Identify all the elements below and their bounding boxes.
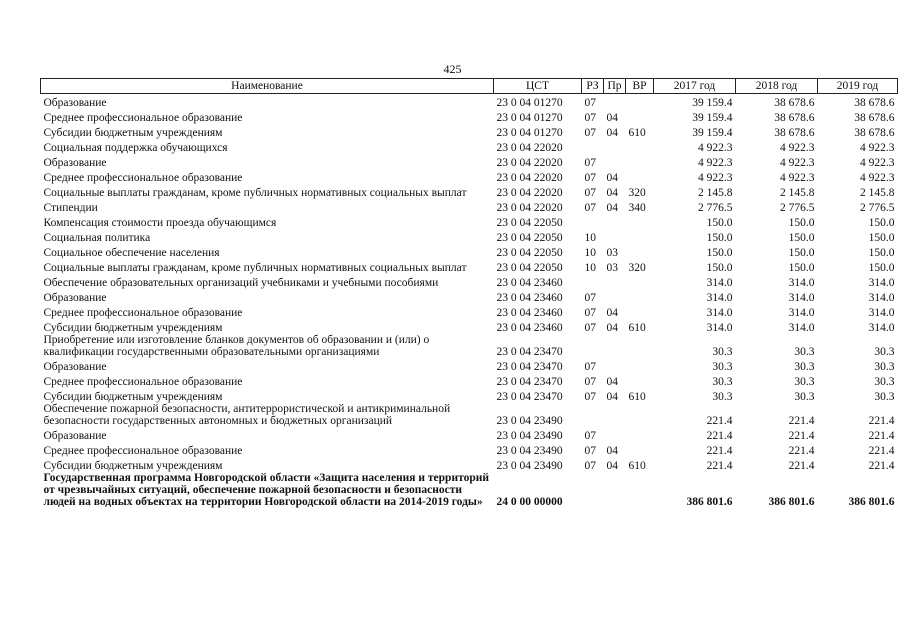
cell-cst: 23 0 04 22050 [496,216,563,229]
cell-y2019: 30.3 [874,375,895,388]
cell-rz: 07 [584,291,596,304]
cell-y2018: 30.3 [794,390,815,403]
cell-name: Социальная поддержка обучающихся [43,141,228,154]
header-vr: ВР [626,79,654,94]
cell-y2018: 314.0 [788,306,815,319]
cell-name: Социальные выплаты гражданам, кроме публичных нормативных социальных выплат [43,186,467,199]
cell-pr [604,139,626,154]
cell-pr: 04 [606,375,618,388]
header-rz: РЗ [582,79,604,94]
cell-vr: 340 [628,201,646,214]
cell-y2018: 386 801.6 [768,495,815,508]
cell-pr: 04 [606,126,618,139]
cell-y2017: 2 145.8 [698,186,733,199]
cell-y2017: 4 922.3 [698,156,733,169]
cell-y2019: 221.4 [868,429,895,442]
cell-vr [626,214,654,229]
cell-vr [626,244,654,259]
cell-pr [604,274,626,289]
cell-pr [604,334,626,358]
cell-vr [626,109,654,124]
table-row [41,334,898,358]
table-row [41,319,898,334]
cell-vr: 610 [628,126,646,139]
cell-y2018: 150.0 [788,216,815,229]
cell-y2017: 314.0 [706,276,733,289]
cell-rz: 07 [584,126,596,139]
cell-pr: 04 [606,444,618,457]
cell-y2018: 221.4 [788,459,815,472]
header-2019: 2019 год [818,79,898,94]
table-row [41,259,898,274]
cell-name: Обеспечение образовательных организаций учебниками и учебными пособиями [43,276,439,289]
cell-name: Среднее профессиональное образование [43,375,243,388]
cell-y2018: 30.3 [794,360,815,373]
cell-rz: 07 [584,375,596,388]
cell-pr [604,229,626,244]
cell-name: Среднее профессиональное образование [43,111,243,124]
cell-cst: 23 0 04 23460 [496,276,563,289]
cell-y2019: 30.3 [874,345,895,358]
cell-y2018: 38 678.6 [774,96,815,109]
cell-cst: 23 0 04 23490 [496,444,563,457]
table-row [41,139,898,154]
cell-vr [626,229,654,244]
cell-y2017: 4 922.3 [698,171,733,184]
cell-pr: 04 [606,306,618,319]
cell-rz: 07 [584,96,596,109]
cell-name: Среднее профессиональное образование [43,306,243,319]
cell-rz: 07 [584,306,596,319]
cell-name: Стипендии [43,201,98,214]
cell-name: Компенсация стоимости проезда обучающимся [43,216,277,229]
cell-cst: 24 0 00 00000 [496,495,563,508]
cell-rz: 07 [584,156,596,169]
cell-y2017: 386 801.6 [686,495,733,508]
cell-y2019: 314.0 [868,321,895,334]
table-row [41,358,898,373]
cell-rz: 10 [584,261,596,274]
table-row [41,229,898,244]
cell-pr [604,154,626,169]
cell-y2019: 221.4 [868,414,895,427]
cell-y2019: 150.0 [868,231,895,244]
table-row [41,457,898,472]
cell-cst: 23 0 04 23470 [496,345,563,358]
cell-vr [626,442,654,457]
cell-vr: 320 [628,186,646,199]
page-number: 425 [443,62,462,76]
cell-y2019: 4 922.3 [860,141,895,154]
table-body [41,94,898,508]
cell-vr [626,274,654,289]
cell-rz [582,139,604,154]
table-row [41,274,898,289]
cell-y2018: 150.0 [788,231,815,244]
table-row [41,244,898,259]
cell-name: Образование [43,429,107,442]
cell-vr [626,289,654,304]
table-row [41,94,898,109]
table-row [41,472,898,508]
cell-y2018: 30.3 [794,345,815,358]
cell-name: Социальное обеспечение населения [43,246,220,259]
cell-cst: 23 0 04 22020 [496,141,563,154]
table-row [41,442,898,457]
cell-vr: 320 [628,261,646,274]
budget-table [40,78,898,508]
cell-pr: 04 [606,459,618,472]
cell-name: Государственная программа Новгородской области «Защита населения и территорий от чрезвычайных ситуаций, обеспечение пожарной безопасности и безопасности людей на водных объектах на территории Новгородской области на 2014-2019 годы» [43,471,489,508]
header-pr: Пр [604,79,626,94]
cell-cst: 23 0 04 22050 [496,246,563,259]
cell-vr [626,304,654,319]
cell-rz: 10 [584,246,596,259]
cell-y2017: 30.3 [712,375,733,388]
cell-vr [626,373,654,388]
cell-cst: 23 0 04 22050 [496,231,563,244]
cell-y2017: 39 159.4 [692,126,733,139]
cell-y2018: 38 678.6 [774,126,815,139]
cell-pr [604,403,626,427]
cell-rz: 07 [584,459,596,472]
cell-pr: 04 [606,321,618,334]
cell-y2019: 150.0 [868,261,895,274]
cell-cst: 23 0 04 22020 [496,186,563,199]
header-cst: ЦСТ [494,79,582,94]
cell-rz: 07 [584,429,596,442]
cell-vr [626,94,654,109]
header-name: Наименование [41,79,494,94]
cell-pr: 03 [606,261,618,274]
cell-rz: 07 [584,444,596,457]
cell-y2017: 314.0 [706,291,733,304]
cell-y2019: 4 922.3 [860,156,895,169]
header-2017: 2017 год [654,79,736,94]
cell-rz: 07 [584,321,596,334]
cell-y2017: 314.0 [706,321,733,334]
cell-vr [626,427,654,442]
cell-y2018: 314.0 [788,321,815,334]
cell-rz: 07 [584,111,596,124]
cell-name: Среднее профессиональное образование [43,444,243,457]
cell-y2017: 30.3 [712,360,733,373]
cell-y2018: 314.0 [788,276,815,289]
cell-name: Среднее профессиональное образование [43,171,243,184]
cell-vr [626,139,654,154]
cell-y2019: 4 922.3 [860,171,895,184]
cell-cst: 23 0 04 22020 [496,156,563,169]
cell-y2017: 221.4 [706,414,733,427]
cell-pr [604,427,626,442]
cell-vr: 610 [628,321,646,334]
cell-y2018: 150.0 [788,246,815,259]
cell-cst: 23 0 04 01270 [496,111,563,124]
cell-name: Субсидии бюджетным учреждениям [43,459,223,472]
table-row [41,214,898,229]
cell-y2019: 221.4 [868,444,895,457]
cell-cst: 23 0 04 23460 [496,306,563,319]
cell-cst: 23 0 04 23470 [496,360,563,373]
cell-rz: 07 [584,360,596,373]
cell-cst: 23 0 04 23470 [496,390,563,403]
cell-y2019: 38 678.6 [854,111,895,124]
cell-y2018: 221.4 [788,414,815,427]
cell-pr: 03 [606,246,618,259]
table-header-row [41,79,898,94]
cell-y2017: 39 159.4 [692,96,733,109]
cell-rz [582,403,604,427]
cell-y2017: 2 776.5 [698,201,733,214]
table-row [41,427,898,442]
cell-y2018: 4 922.3 [780,141,815,154]
cell-y2019: 38 678.6 [854,96,895,109]
cell-rz [582,472,604,508]
cell-y2019: 30.3 [874,390,895,403]
cell-y2017: 314.0 [706,306,733,319]
table-row [41,199,898,214]
cell-cst: 23 0 04 23470 [496,375,563,388]
table-row [41,373,898,388]
table-row [41,109,898,124]
cell-y2018: 4 922.3 [780,156,815,169]
header-2018: 2018 год [736,79,818,94]
cell-rz [582,334,604,358]
cell-y2018: 38 678.6 [774,111,815,124]
cell-rz: 10 [584,231,596,244]
table-row [41,403,898,427]
cell-y2019: 38 678.6 [854,126,895,139]
cell-y2017: 30.3 [712,345,733,358]
cell-cst: 23 0 04 22020 [496,171,563,184]
cell-pr: 04 [606,201,618,214]
cell-name: Образование [43,291,107,304]
cell-vr [626,169,654,184]
cell-y2018: 221.4 [788,429,815,442]
cell-y2018: 2 776.5 [780,201,815,214]
cell-y2019: 30.3 [874,360,895,373]
table-row [41,184,898,199]
cell-name: Образование [43,156,107,169]
cell-y2017: 221.4 [706,444,733,457]
cell-cst: 23 0 04 23490 [496,414,563,427]
cell-cst: 23 0 04 22020 [496,201,563,214]
table-row [41,154,898,169]
cell-vr [626,472,654,508]
cell-rz: 07 [584,390,596,403]
cell-y2018: 314.0 [788,291,815,304]
cell-pr [604,214,626,229]
cell-pr [604,289,626,304]
cell-y2017: 4 922.3 [698,141,733,154]
cell-y2018: 221.4 [788,444,815,457]
cell-y2019: 2 776.5 [860,201,895,214]
cell-rz: 07 [584,171,596,184]
cell-y2018: 30.3 [794,375,815,388]
cell-y2019: 314.0 [868,306,895,319]
cell-rz: 07 [584,186,596,199]
cell-pr: 04 [606,186,618,199]
cell-cst: 23 0 04 01270 [496,126,563,139]
cell-vr: 610 [628,459,646,472]
cell-cst: 23 0 04 23460 [496,291,563,304]
cell-y2018: 150.0 [788,261,815,274]
cell-pr: 04 [606,111,618,124]
cell-y2017: 150.0 [706,216,733,229]
cell-cst: 23 0 04 23460 [496,321,563,334]
cell-pr [604,358,626,373]
cell-vr [626,334,654,358]
cell-y2017: 150.0 [706,261,733,274]
table-row [41,304,898,319]
cell-y2017: 30.3 [712,390,733,403]
cell-name: Социальные выплаты гражданам, кроме публичных нормативных социальных выплат [43,261,467,274]
cell-pr: 04 [606,171,618,184]
cell-vr [626,154,654,169]
cell-pr [604,94,626,109]
cell-y2019: 314.0 [868,291,895,304]
cell-vr [626,403,654,427]
cell-rz [582,214,604,229]
cell-cst: 23 0 04 01270 [496,96,563,109]
cell-name: Приобретение или изготовление бланков документов об образовании и (или) о квалификации государственными образовательными организациями [43,333,430,358]
cell-rz: 07 [584,201,596,214]
cell-name: Субсидии бюджетным учреждениям [43,126,223,139]
cell-pr: 04 [606,390,618,403]
cell-vr [626,358,654,373]
cell-vr: 610 [628,390,646,403]
cell-y2017: 150.0 [706,231,733,244]
cell-y2019: 150.0 [868,246,895,259]
cell-name: Образование [43,360,107,373]
cell-y2017: 39 159.4 [692,111,733,124]
cell-y2019: 386 801.6 [848,495,895,508]
table-row [41,124,898,139]
cell-cst: 23 0 04 23490 [496,429,563,442]
cell-y2019: 314.0 [868,276,895,289]
cell-name: Субсидии бюджетным учреждениям [43,321,223,334]
cell-cst: 23 0 04 22050 [496,261,563,274]
cell-y2017: 221.4 [706,429,733,442]
cell-name: Обеспечение пожарной безопасности, антитеррористической и антикриминальной безопасности государственных автономных и бюджетных организаций [43,402,451,427]
cell-y2018: 2 145.8 [780,186,815,199]
table-row [41,388,898,403]
cell-y2017: 150.0 [706,246,733,259]
cell-pr [604,472,626,508]
cell-y2019: 2 145.8 [860,186,895,199]
cell-cst: 23 0 04 23490 [496,459,563,472]
table-row [41,169,898,184]
cell-rz [582,274,604,289]
table-row [41,289,898,304]
cell-y2017: 221.4 [706,459,733,472]
cell-y2018: 4 922.3 [780,171,815,184]
cell-y2019: 150.0 [868,216,895,229]
cell-name: Образование [43,96,107,109]
cell-name: Субсидии бюджетным учреждениям [43,390,223,403]
cell-y2019: 221.4 [868,459,895,472]
cell-name: Социальная политика [43,231,151,244]
